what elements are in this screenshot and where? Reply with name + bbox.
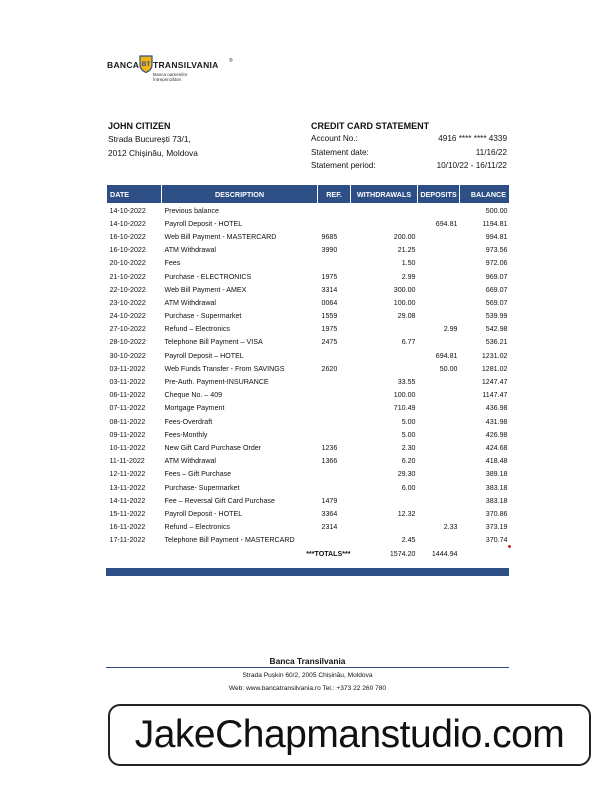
logo-tagline-line2: întreprinzători: [153, 77, 182, 82]
totals-balance: [460, 547, 510, 561]
cell-deposits: [418, 310, 460, 323]
cell-deposits: 2.33: [443, 523, 458, 532]
cell-description: Fees: [164, 259, 181, 268]
header-withdrawals: WITHDRAWALS: [351, 185, 418, 204]
watermark-box: [108, 704, 591, 766]
cell-balance: 669.07: [485, 285, 508, 294]
watermark-text: JakeChapmanstudio.com: [134, 713, 565, 756]
cell-balance: 542.98: [485, 325, 508, 334]
table-row: [107, 389, 510, 402]
red-marker-dot: [508, 545, 511, 548]
cell-deposits: [418, 494, 460, 507]
cell-date: 15-11-2022: [109, 509, 146, 518]
cell-withdrawals: 1.50: [401, 259, 416, 268]
customer-address-line1: Strada București 73/1,: [108, 134, 191, 144]
cell-balance: 436.98: [485, 404, 508, 413]
cell-withdrawals: 6.20: [401, 457, 416, 466]
cell-date: 20-10-2022: [109, 259, 146, 268]
cell-description: ATM Withdrawal: [164, 298, 217, 307]
cell-ref: 1479: [321, 496, 338, 505]
cell-withdrawals: 200.00: [393, 232, 416, 241]
statement-date-label: Statement date:: [311, 148, 369, 157]
customer-name: JOHN CITIZEN: [108, 121, 171, 131]
table-row: [107, 494, 510, 507]
totals-label: ***TOTALS***: [306, 549, 351, 558]
table-row: [107, 534, 510, 547]
cell-description: Refund – Electronics: [164, 325, 230, 334]
footer-address: Strada Pușkin 60/2, 2005 Chișinău, Moldova: [242, 672, 373, 679]
cell-ref: [318, 389, 351, 402]
cell-deposits: [418, 336, 460, 349]
cell-withdrawals: 29.08: [397, 312, 416, 321]
statement-title: CREDIT CARD STATEMENT: [311, 121, 430, 131]
cell-withdrawals: 5.00: [401, 417, 416, 426]
cell-description: Telephone Bill Payment – VISA: [164, 338, 263, 347]
cell-deposits: [418, 230, 460, 243]
cell-withdrawals: [351, 521, 418, 534]
cell-date: 16-11-2022: [109, 523, 146, 532]
cell-balance: 383.18: [485, 483, 508, 492]
cell-description: Web Bill Payment - AMEX: [164, 285, 247, 294]
cell-deposits: 50.00: [439, 364, 458, 373]
cell-balance: 1247.47: [481, 378, 508, 387]
cell-ref: [318, 217, 351, 230]
cell-withdrawals: [351, 323, 418, 336]
cell-balance: 1281.02: [481, 364, 508, 373]
cell-deposits: [418, 283, 460, 296]
cell-withdrawals: 710.49: [393, 404, 416, 413]
account-value: 4916 **** **** 4339: [438, 134, 507, 143]
table-row: [107, 428, 510, 441]
cell-withdrawals: 5.00: [401, 430, 416, 439]
totals-row: [107, 547, 510, 561]
cell-withdrawals: 2.45: [401, 536, 416, 545]
cell-date: 24-10-2022: [109, 312, 146, 321]
cell-deposits: 2.99: [443, 325, 458, 334]
cell-balance: 1231.02: [481, 351, 508, 360]
cell-date: 03-11-2022: [109, 364, 146, 373]
logo-tagline-line1: Banca oamenilor: [153, 72, 188, 77]
cell-withdrawals: 6.00: [401, 483, 416, 492]
cell-date: 16-10-2022: [109, 246, 146, 255]
cell-deposits: [418, 375, 460, 388]
cell-date: 07-11-2022: [109, 404, 146, 413]
table-row: [107, 230, 510, 243]
table-row: [107, 244, 510, 257]
cell-ref: [318, 375, 351, 388]
header-date: DATE: [107, 185, 162, 204]
registered-mark: ®: [229, 58, 233, 64]
table-row: [107, 402, 510, 415]
cell-description: Pre-Auth. Payment-INSURANCE: [164, 378, 269, 387]
cell-deposits: [418, 507, 460, 520]
cell-description: Telephone Bill Payment - MASTERCARD: [164, 536, 295, 545]
cell-description: New Gift Card Purchase Order: [164, 443, 262, 452]
cell-balance: 370.74: [485, 536, 508, 545]
cell-deposits: [418, 428, 460, 441]
cell-ref: 2314: [321, 523, 338, 532]
totals-deposits: 1444.94: [431, 549, 458, 558]
cell-description: Fees-Monthly: [164, 430, 208, 439]
cell-ref: [318, 204, 351, 218]
cell-description: Web Funds Transfer - From SAVINGS: [164, 364, 285, 373]
table-row: [107, 336, 510, 349]
cell-date: 03-11-2022: [109, 378, 146, 387]
table-row: [107, 296, 510, 309]
cell-balance: 1194.81: [482, 219, 508, 228]
cell-deposits: [418, 389, 460, 402]
cell-balance: 370.86: [485, 509, 508, 518]
cell-withdrawals: [351, 217, 418, 230]
cell-description: Fee – Reversal Gift Card Purchase: [164, 496, 275, 505]
cell-balance: 500.00: [485, 206, 508, 215]
table-row: [107, 349, 510, 362]
cell-balance: 1147.47: [482, 391, 508, 400]
transactions-table: [106, 184, 510, 561]
cell-date: 10-11-2022: [109, 443, 146, 452]
cell-description: Mortgage Payment: [164, 404, 225, 413]
cell-withdrawals: 33.55: [397, 378, 416, 387]
cell-deposits: [418, 257, 460, 270]
cell-ref: [318, 468, 351, 481]
cell-description: Payroll Deposit - HOTEL: [164, 219, 243, 228]
cell-balance: 426.98: [485, 430, 508, 439]
cell-description: Payroll Deposit - HOTEL: [164, 509, 243, 518]
cell-description: Cheque No. – 409: [164, 391, 223, 400]
cell-balance: 539.99: [485, 312, 508, 321]
cell-deposits: [418, 270, 460, 283]
cell-date: 22-10-2022: [109, 285, 146, 294]
cell-date: 14-11-2022: [109, 496, 146, 505]
account-label: Account No.:: [311, 134, 358, 143]
table-row: [107, 270, 510, 283]
cell-ref: 1559: [321, 312, 338, 321]
cell-balance: 973.56: [485, 246, 508, 255]
logo-badge-text: BT: [141, 61, 151, 68]
cell-balance: 418.48: [485, 457, 508, 466]
customer-address-line2: 2012 Chișinău, Moldova: [108, 148, 198, 158]
cell-balance: 373.19: [485, 523, 508, 532]
cell-ref: 1975: [321, 325, 338, 334]
cell-date: 14-10-2022: [109, 219, 146, 228]
header-description: DESCRIPTION: [162, 185, 318, 204]
cell-date: 16-10-2022: [109, 232, 146, 241]
cell-balance: 431.98: [485, 417, 508, 426]
cell-date: 30-10-2022: [109, 351, 146, 360]
cell-balance: 969.07: [485, 272, 508, 281]
table-row: [107, 217, 510, 230]
cell-ref: [318, 415, 351, 428]
statement-date-value: 11/16/22: [475, 148, 507, 157]
cell-ref: [318, 402, 351, 415]
cell-balance: 389.18: [485, 470, 508, 479]
cell-withdrawals: 100.00: [393, 391, 416, 400]
table-row: [107, 468, 510, 481]
bank-logo: [107, 55, 267, 85]
cell-date: 17-11-2022: [109, 536, 146, 545]
statement-period-value: 10/10/22 - 16/11/22: [436, 161, 507, 170]
cell-deposits: [418, 534, 460, 547]
cell-ref: 2620: [321, 364, 338, 373]
cell-description: Refund – Electronics: [164, 523, 230, 532]
cell-date: 13-11-2022: [109, 483, 146, 492]
cell-deposits: [418, 441, 460, 454]
cell-date: 06-11-2022: [109, 391, 146, 400]
cell-ref: 2475: [321, 338, 338, 347]
cell-date: 14-10-2022: [109, 206, 146, 215]
header-balance: BALANCE: [460, 185, 510, 204]
cell-deposits: [418, 402, 460, 415]
cell-deposits: [418, 455, 460, 468]
cell-balance: 569.07: [485, 298, 508, 307]
cell-deposits: [418, 204, 460, 218]
cell-withdrawals: 12.32: [397, 509, 416, 518]
cell-description: Purchase - Supermarket: [164, 312, 242, 321]
table-row: [107, 441, 510, 454]
cell-description: Payroll Deposit – HOTEL: [164, 351, 244, 360]
table-row: [107, 415, 510, 428]
cell-withdrawals: 100.00: [393, 298, 416, 307]
cell-balance: 536.21: [485, 338, 508, 347]
cell-withdrawals: [351, 362, 418, 375]
cell-ref: 3990: [321, 246, 338, 255]
cell-withdrawals: 2.30: [401, 443, 416, 452]
cell-date: 27-10-2022: [109, 325, 146, 334]
footer-bank-name: Banca Transilvania: [269, 656, 346, 666]
cell-description: Fees-Overdraft: [164, 417, 213, 426]
cell-ref: 0064: [321, 298, 338, 307]
table-row: [107, 323, 510, 336]
cell-withdrawals: 2.99: [401, 272, 416, 281]
cell-deposits: [418, 244, 460, 257]
cell-withdrawals: [351, 349, 418, 362]
cell-date: 23-10-2022: [109, 298, 146, 307]
table-row: [107, 375, 510, 388]
cell-deposits: 694.81: [435, 351, 458, 360]
footer-divider: [106, 667, 509, 668]
table-row: [107, 481, 510, 494]
cell-deposits: 694.81: [435, 219, 458, 228]
cell-ref: [318, 534, 351, 547]
table-row: [107, 204, 510, 218]
cell-ref: 1975: [321, 272, 338, 281]
cell-description: Purchase - ELECTRONICS: [164, 272, 252, 281]
cell-withdrawals: [351, 204, 418, 218]
cell-balance: 972.06: [485, 259, 508, 268]
cell-deposits: [418, 468, 460, 481]
cell-date: 12-11-2022: [109, 470, 146, 479]
cell-deposits: [418, 481, 460, 494]
cell-withdrawals: 21.25: [397, 246, 416, 255]
statement-period-label: Statement period:: [311, 161, 376, 170]
bt-shield-icon: [139, 55, 153, 73]
table-bottom-bar: [106, 568, 509, 576]
cell-description: Previous balance: [164, 206, 219, 215]
cell-date: 08-11-2022: [109, 417, 146, 426]
cell-date: 21-10-2022: [109, 272, 146, 281]
table-row: [107, 362, 510, 375]
totals-withdrawals: 1574.20: [389, 549, 416, 558]
table-row: [107, 310, 510, 323]
cell-withdrawals: 300.00: [393, 285, 416, 294]
cell-ref: 3314: [321, 285, 338, 294]
table-row: [107, 257, 510, 270]
cell-ref: 1366: [321, 457, 338, 466]
cell-withdrawals: [351, 494, 418, 507]
cell-description: Web Bill Payment - MASTERCARD: [164, 232, 277, 241]
table-row: [107, 507, 510, 520]
cell-date: 28-10-2022: [109, 338, 146, 347]
cell-date: 11-11-2022: [109, 457, 145, 466]
cell-balance: 424.68: [485, 443, 508, 452]
cell-balance: 383.18: [485, 496, 508, 505]
cell-ref: 1236: [321, 443, 338, 452]
cell-description: ATM Withdrawal: [164, 457, 217, 466]
logo-word-banca: BANCA: [107, 60, 140, 70]
cell-ref: [318, 257, 351, 270]
cell-description: Purchase- Supermarket: [164, 483, 240, 492]
footer-contact: Web: www.bancatransilvania.ro Tel.: +373 22 260 780: [228, 685, 387, 692]
cell-balance: 994.81: [485, 232, 508, 241]
cell-description: Fees – Gift Purchase: [164, 470, 232, 479]
cell-ref: [318, 481, 351, 494]
cell-ref: [318, 428, 351, 441]
table-row: [107, 283, 510, 296]
cell-description: ATM Withdrawal: [164, 246, 217, 255]
logo-word-transilvania: TRANSILVANIA: [153, 60, 219, 70]
header-deposits: DEPOSITS: [418, 185, 460, 204]
cell-ref: 3364: [321, 509, 338, 518]
cell-withdrawals: 6.77: [401, 338, 416, 347]
cell-ref: 9685: [321, 232, 338, 241]
table-header-row: [107, 185, 510, 204]
header-ref: REF.: [318, 185, 351, 204]
table-row: [107, 455, 510, 468]
cell-ref: [318, 349, 351, 362]
table-row: [107, 521, 510, 534]
cell-withdrawals: 29.30: [397, 470, 416, 479]
cell-deposits: [418, 415, 460, 428]
cell-deposits: [418, 296, 460, 309]
cell-date: 09-11-2022: [109, 430, 146, 439]
transactions-body: [107, 204, 510, 547]
